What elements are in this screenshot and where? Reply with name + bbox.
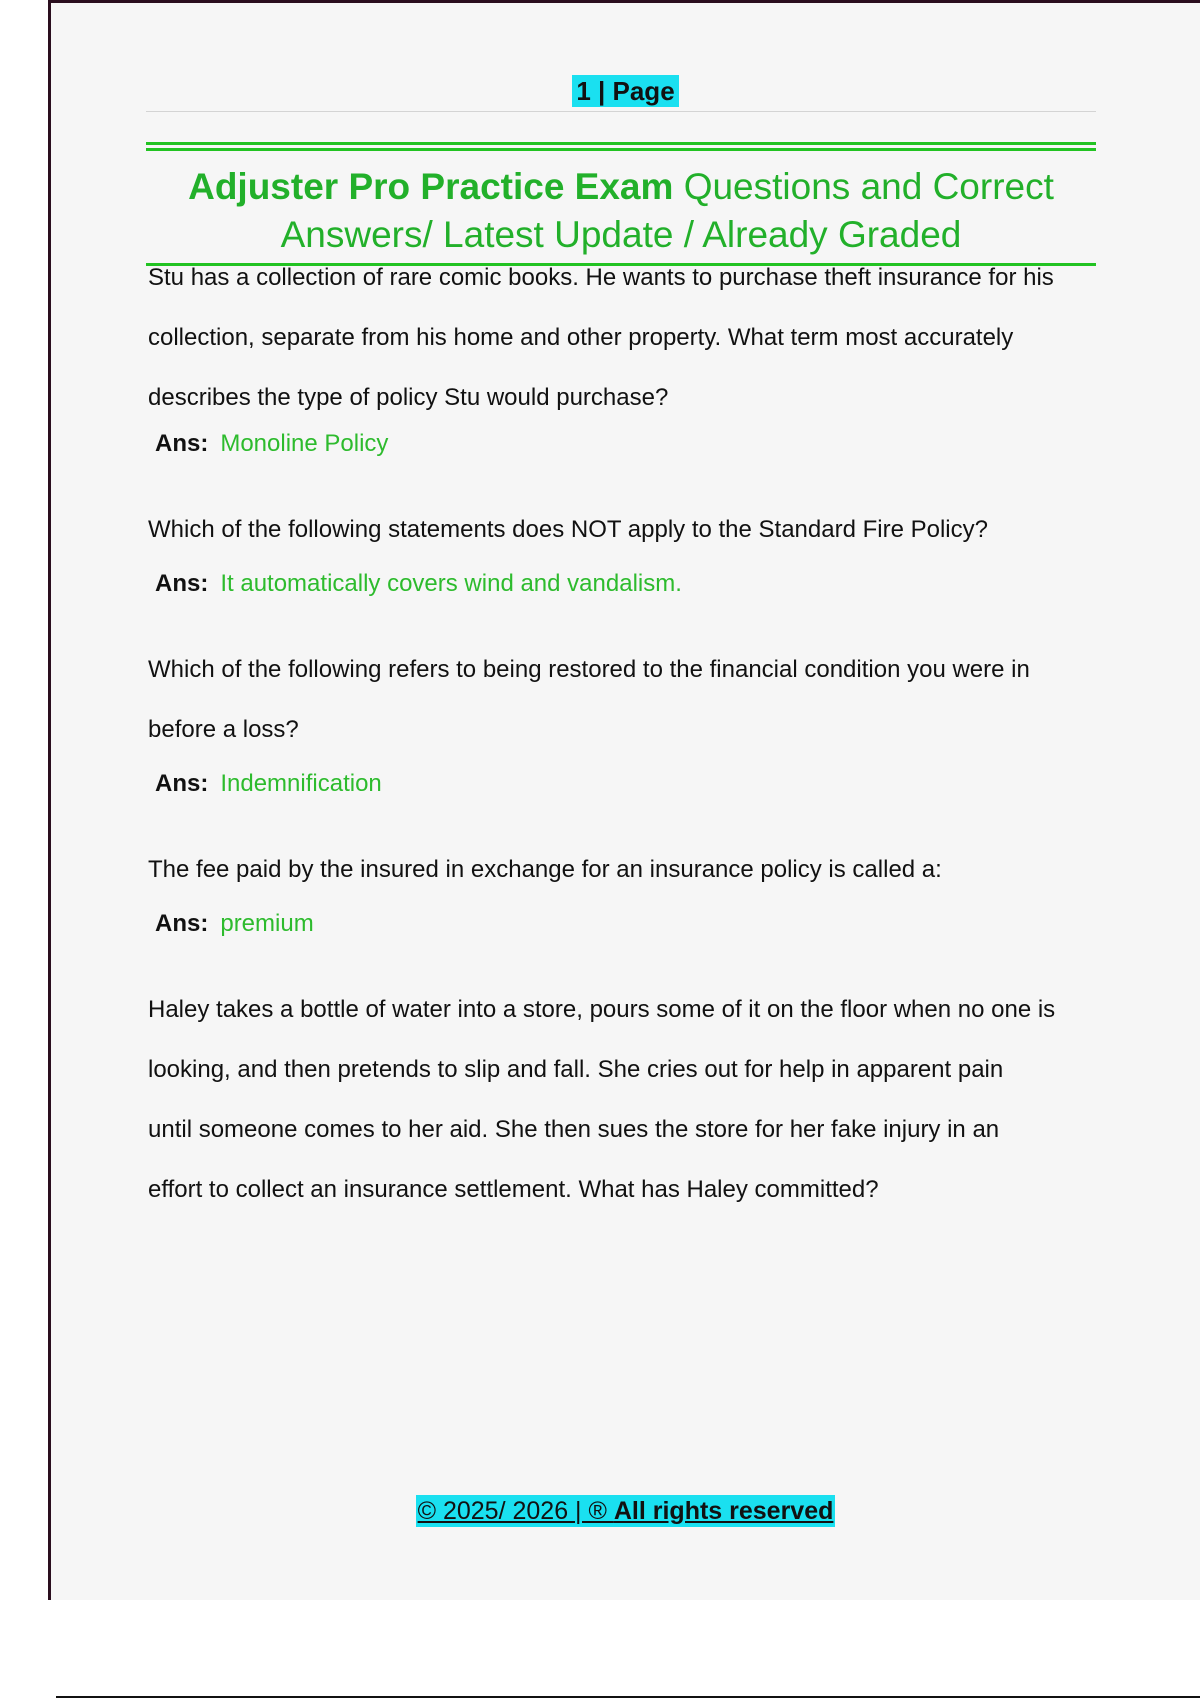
question-item [148, 510, 1123, 604]
title-part-2: Answers/ Latest Update / Already Graded [280, 214, 962, 255]
answer-label: Ans: [155, 570, 209, 597]
document-page [48, 0, 1200, 1600]
question-text-line: before a loss? [148, 716, 299, 743]
question-text-line: Which of the following refers to being restored to the financial condition you were in [148, 656, 1030, 683]
answer-line [155, 904, 1123, 944]
question-text-line: describes the type of policy Stu would purchase? [148, 384, 669, 411]
answer-label: Ans: [155, 430, 209, 457]
question-text-line: Haley takes a bottle of water into a store, pours some of it on the floor when no one is [148, 996, 1056, 1023]
answer-text: It automatically covers wind and vandalism. [220, 570, 682, 597]
rights-reserved-text: All rights reserved [613, 1497, 834, 1525]
page-footer [51, 1495, 1200, 1527]
answer-text: Indemnification [220, 770, 382, 797]
answer-text: premium [220, 910, 314, 937]
answer-line [155, 564, 1123, 604]
question-item [148, 850, 1123, 944]
title-top-rule [146, 142, 1096, 145]
question-text-line: Which of the following statements does NOT apply to the Standard Fire Policy? [148, 516, 988, 543]
question-text-line: The fee paid by the insured in exchange for an insurance policy is called a: [148, 856, 942, 883]
copyright-notice [416, 1495, 836, 1527]
header-divider [146, 111, 1096, 112]
question-item [148, 990, 1123, 1210]
bottom-divider [56, 1696, 1200, 1698]
page-number: 1 | Page [572, 75, 678, 107]
question-text-line: effort to collect an insurance settlement. What has Haley committed? [148, 1176, 879, 1203]
question-text-line: Stu has a collection of rare comic books. He wants to purchase theft insurance for his [148, 264, 1054, 291]
page-header [51, 75, 1200, 107]
question-item [148, 650, 1123, 804]
answer-label: Ans: [155, 770, 209, 797]
question-text-line: collection, separate from his home and other property. What term most accurately [148, 324, 1014, 351]
question-item [148, 258, 1123, 464]
document-title [146, 163, 1096, 259]
answer-line [155, 764, 1123, 804]
answer-text: Monoline Policy [220, 430, 389, 457]
copyright-years: © 2025/ 2026 | ® [417, 1497, 614, 1525]
question-list [148, 258, 1123, 1210]
title-block [146, 148, 1096, 266]
answer-label: Ans: [155, 910, 209, 937]
question-text-line: looking, and then pretends to slip and fall. She cries out for help in apparent pain [148, 1056, 1004, 1083]
title-part-1: Questions and Correct [673, 166, 1054, 207]
answer-line [155, 424, 1123, 464]
title-bold-part: Adjuster Pro Practice Exam [188, 166, 674, 207]
question-text-line: until someone comes to her aid. She then sues the store for her fake injury in an [148, 1116, 1000, 1143]
